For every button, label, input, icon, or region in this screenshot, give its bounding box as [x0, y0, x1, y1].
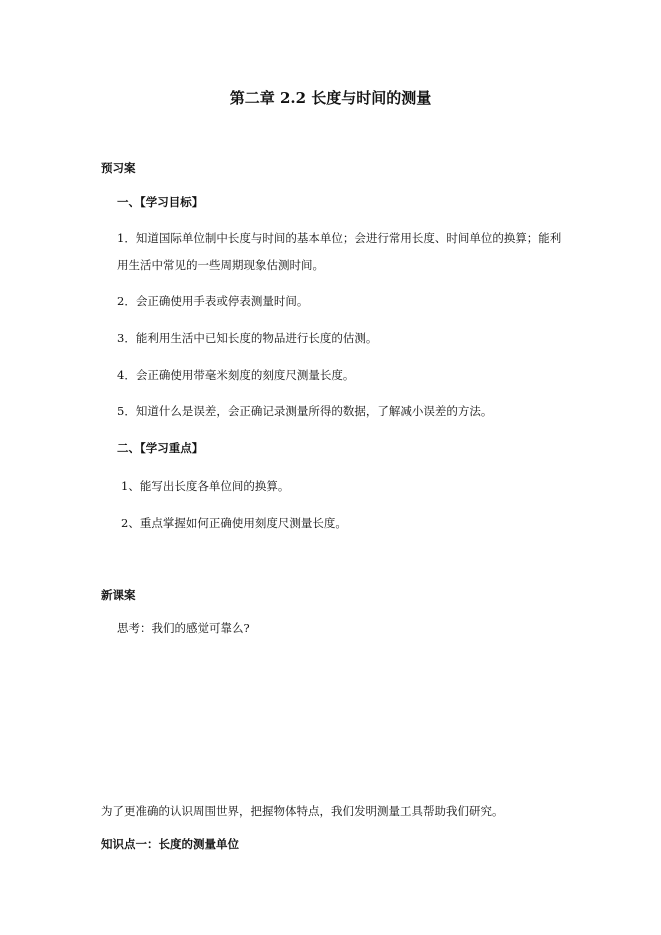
- focus-line-2: 2、重点掌握如何正确使用刻度尺测量长度。: [121, 516, 347, 530]
- goal-line-2: 2．会正确使用手表或停表测量时间。: [117, 294, 309, 308]
- knowledge-point-heading: 知识点一：长度的测量单位: [101, 837, 239, 851]
- section-heading-preview: 预习案: [101, 161, 136, 175]
- goal-line-1-continued: 用生活中常见的一些周期现象估测时间。: [117, 258, 324, 272]
- focus-line-1: 1、能写出长度各单位间的换算。: [121, 479, 290, 493]
- goal-line-1: 1．知道国际单位制中长度与时间的基本单位；会进行常用长度、时间单位的换算；能利: [117, 231, 562, 245]
- think-question: 思考：我们的感觉可靠么?: [117, 621, 250, 635]
- goal-line-4: 4．会正确使用带毫米刻度的刻度尺测量长度。: [117, 368, 355, 382]
- goal-line-3: 3．能利用生活中已知长度的物品进行长度的估测。: [117, 331, 378, 345]
- section-heading-new: 新课案: [101, 588, 136, 602]
- document-title: 第二章 2.2 长度与时间的测量: [229, 89, 432, 107]
- focus-heading: 二、【学习重点】: [117, 441, 204, 455]
- goals-heading: 一、【学习目标】: [117, 195, 204, 209]
- intro-paragraph: 为了更准确的认识周围世界，把握物体特点，我们发明测量工具帮助我们研究。: [101, 804, 504, 818]
- goal-line-5: 5．知道什么是误差，会正确记录测量所得的数据，了解减小误差的方法。: [117, 404, 493, 418]
